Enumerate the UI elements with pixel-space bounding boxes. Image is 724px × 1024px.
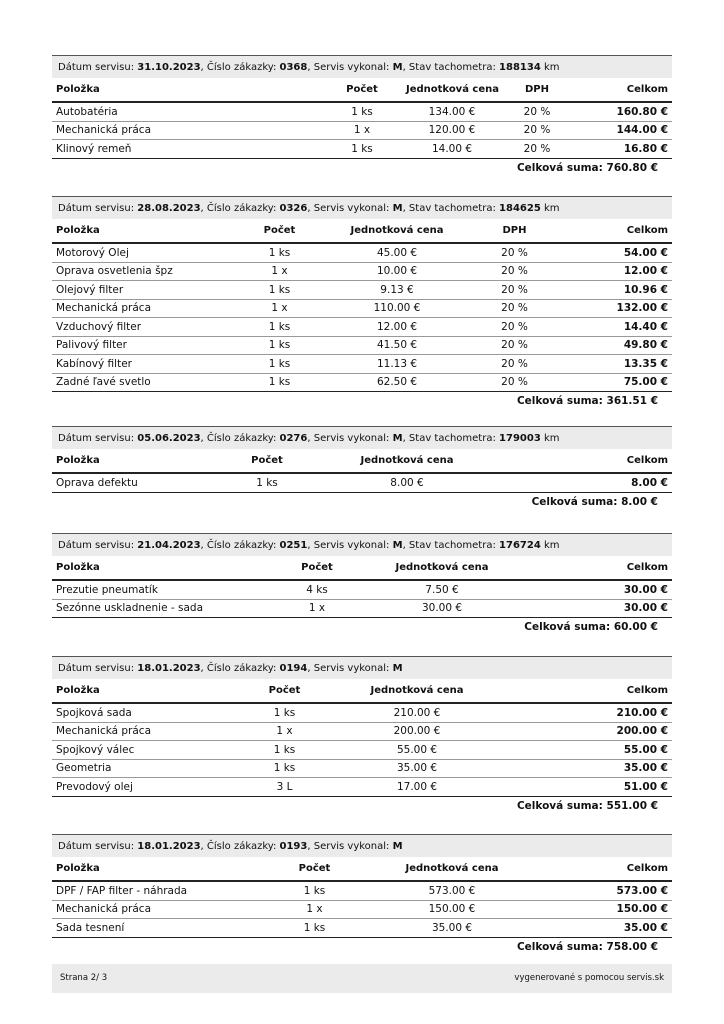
item-qty: 1 x: [322, 121, 402, 140]
item-name: Motorový Olej: [52, 243, 222, 262]
col-qty: Počet: [322, 78, 402, 102]
col-total: Celkom: [527, 857, 672, 881]
by-label: Servis vykonal:: [313, 62, 390, 73]
item-unit-price: 134.00 €: [402, 102, 502, 121]
col-total: Celkom: [492, 679, 672, 703]
item-qty: 1 ks: [222, 281, 337, 300]
item-name: DPF / FAP filter - náhrada: [52, 881, 252, 900]
order-number: 0194: [279, 663, 308, 674]
item-qty: 1 x: [227, 722, 342, 741]
table-header-row: [52, 449, 672, 473]
items-table: [52, 78, 672, 159]
odometer-value: 176724: [499, 540, 541, 551]
item-unit-price: 62.50 €: [337, 373, 457, 392]
col-unit-price: Jednotková cena: [382, 556, 502, 580]
item-total: 55.00 €: [492, 741, 672, 760]
table-row: [52, 473, 672, 492]
item-name: Geometria: [52, 759, 227, 778]
mechanic: M: [392, 62, 403, 73]
item-vat: 20 %: [457, 243, 572, 262]
item-qty: 1 x: [252, 900, 377, 919]
page-footer: [52, 964, 672, 993]
item-unit-price: 55.00 €: [342, 741, 492, 760]
item-name: Mechanická práca: [52, 900, 252, 919]
item-qty: 3 L: [227, 778, 342, 797]
mechanic: M: [392, 433, 403, 444]
item-name: Autobatéria: [52, 102, 322, 121]
item-total: 150.00 €: [527, 900, 672, 919]
item-total: 200.00 €: [492, 722, 672, 741]
item-name: Klinový remeň: [52, 140, 322, 159]
service-record: [52, 426, 672, 511]
col-total: Celkom: [572, 78, 672, 102]
table-row: [52, 281, 672, 300]
item-unit-price: 17.00 €: [342, 778, 492, 797]
odometer-label: Stav tachometra:: [408, 62, 496, 73]
total-label: Celková suma:: [516, 161, 603, 174]
item-unit-price: 8.00 €: [322, 473, 492, 492]
col-vat: DPH: [502, 78, 572, 102]
item-total: 13.35 €: [572, 355, 672, 374]
item-qty: 1 ks: [222, 318, 337, 337]
service-date: 21.04.2023: [137, 540, 201, 551]
table-row: [52, 102, 672, 121]
total-value: 361.51 €: [606, 395, 658, 407]
items-table: [52, 679, 672, 797]
date-label: Dátum servisu:: [58, 841, 135, 852]
item-qty: 1 ks: [227, 759, 342, 778]
by-label: Servis vykonal:: [313, 540, 390, 551]
date-label: Dátum servisu:: [58, 203, 135, 214]
item-name: Sada tesnení: [52, 919, 252, 938]
table-row: [52, 741, 672, 760]
service-date: 05.06.2023: [137, 433, 201, 444]
table-header-row: [52, 679, 672, 703]
item-qty: 1 ks: [222, 373, 337, 392]
item-name: Spojková sada: [52, 703, 227, 722]
item-name: Olejový filter: [52, 281, 222, 300]
item-qty: 1 ks: [322, 140, 402, 159]
item-qty: 1 x: [222, 262, 337, 281]
col-unit-price: Jednotková cena: [322, 449, 492, 473]
item-vat: 20 %: [502, 102, 572, 121]
total-value: 60.00 €: [613, 621, 658, 633]
col-total: Celkom: [502, 556, 672, 580]
item-total: 49.80 €: [572, 336, 672, 355]
item-total: 35.00 €: [527, 919, 672, 938]
total-value: 760.80 €: [606, 161, 658, 174]
item-qty: 1 ks: [322, 102, 402, 121]
order-label: Číslo zákazky:: [206, 663, 277, 674]
table-header-row: [52, 556, 672, 580]
service-record: [52, 834, 672, 956]
item-unit-price: 120.00 €: [402, 121, 502, 140]
item-qty: 1 ks: [212, 473, 322, 492]
item-total: 160.80 €: [572, 102, 672, 121]
odometer-label: Stav tachometra:: [408, 203, 496, 214]
order-label: Číslo zákazky:: [206, 540, 277, 551]
item-qty: 1 ks: [252, 919, 377, 938]
item-unit-price: 12.00 €: [337, 318, 457, 337]
service-date: 18.01.2023: [137, 663, 201, 674]
table-row: [52, 759, 672, 778]
item-total: 51.00 €: [492, 778, 672, 797]
service-header: Dátum servisu: 28.08.2023, Číslo zákazky: 0326, Servis vykonal: M, Stav tachometra: 184625 km: [52, 196, 672, 219]
col-item: Položka: [52, 857, 252, 881]
item-name: Mechanická práca: [52, 299, 222, 318]
item-vat: 20 %: [457, 373, 572, 392]
col-item: Položka: [52, 679, 227, 703]
generator-note: vygenerované s pomocou servis.sk: [514, 973, 664, 983]
km-unit: km: [543, 203, 560, 214]
item-vat: 20 %: [457, 281, 572, 300]
item-unit-price: 41.50 €: [337, 336, 457, 355]
total-value: 8.00 €: [621, 495, 658, 508]
col-item: Položka: [52, 449, 212, 473]
item-vat: 20 %: [457, 262, 572, 281]
table-row: [52, 336, 672, 355]
items-table: [52, 556, 672, 618]
item-unit-price: 45.00 €: [337, 243, 457, 262]
item-total: 132.00 €: [572, 299, 672, 318]
col-item: Položka: [52, 556, 252, 580]
item-qty: 1 ks: [227, 741, 342, 760]
item-name: Mechanická práca: [52, 121, 322, 140]
service-date: 28.08.2023: [137, 203, 201, 214]
item-name: Palivový filter: [52, 336, 222, 355]
service-header: Dátum servisu: 05.06.2023, Číslo zákazky: 0276, Servis vykonal: M, Stav tachometra: 179003 km: [52, 426, 672, 449]
odometer-value: 188134: [499, 62, 541, 73]
order-label: Číslo zákazky:: [206, 433, 277, 444]
odometer-value: 179003: [499, 433, 541, 444]
mechanic: M: [392, 841, 403, 852]
item-total: 35.00 €: [492, 759, 672, 778]
table-row: [52, 243, 672, 262]
item-qty: 1 ks: [222, 336, 337, 355]
col-unit-price: Jednotková cena: [342, 679, 492, 703]
item-qty: 1 ks: [222, 355, 337, 374]
item-unit-price: 11.13 €: [337, 355, 457, 374]
table-row: [52, 703, 672, 722]
items-table: [52, 449, 672, 493]
table-row: [52, 580, 672, 599]
item-unit-price: 9.13 €: [337, 281, 457, 300]
order-number: 0326: [279, 203, 308, 214]
by-label: Servis vykonal:: [313, 433, 390, 444]
item-unit-price: 35.00 €: [377, 919, 527, 938]
col-total: Celkom: [572, 219, 672, 243]
order-number: 0193: [279, 841, 308, 852]
by-label: Servis vykonal:: [313, 841, 390, 852]
col-total: Celkom: [492, 449, 672, 473]
col-qty: Počet: [222, 219, 337, 243]
total-label: Celková suma:: [516, 799, 603, 812]
item-total: 10.96 €: [572, 281, 672, 300]
item-total: 14.40 €: [572, 318, 672, 337]
item-unit-price: 7.50 €: [382, 580, 502, 599]
item-name: Prezutie pneumatík: [52, 580, 252, 599]
service-header: Dátum servisu: 18.01.2023, Číslo zákazky: 0193, Servis vykonal: M: [52, 834, 672, 857]
col-unit-price: Jednotková cena: [377, 857, 527, 881]
item-total: 12.00 €: [572, 262, 672, 281]
col-vat: DPH: [457, 219, 572, 243]
item-vat: 20 %: [502, 140, 572, 159]
item-total: 8.00 €: [492, 473, 672, 492]
item-qty: 1 ks: [222, 243, 337, 262]
table-row: [52, 299, 672, 318]
total-label: Celková suma:: [524, 621, 611, 633]
grand-total: [52, 493, 672, 511]
col-qty: Počet: [252, 556, 382, 580]
item-qty: 1 x: [252, 599, 382, 618]
table-header-row: [52, 219, 672, 243]
date-label: Dátum servisu:: [58, 433, 135, 444]
grand-total: [52, 938, 672, 956]
item-name: Mechanická práca: [52, 722, 227, 741]
grand-total: [52, 392, 672, 410]
col-unit-price: Jednotková cena: [337, 219, 457, 243]
order-label: Číslo zákazky:: [206, 203, 277, 214]
item-name: Oprava osvetlenia špz: [52, 262, 222, 281]
table-row: [52, 919, 672, 938]
order-number: 0276: [279, 433, 308, 444]
item-unit-price: 35.00 €: [342, 759, 492, 778]
table-row: [52, 355, 672, 374]
table-row: [52, 262, 672, 281]
table-row: [52, 722, 672, 741]
item-total: 573.00 €: [527, 881, 672, 900]
order-number: 0368: [279, 62, 308, 73]
service-header: Dátum servisu: 21.04.2023, Číslo zákazky: 0251, Servis vykonal: M, Stav tachometra: 176724 km: [52, 533, 672, 556]
order-label: Číslo zákazky:: [206, 62, 277, 73]
table-row: [52, 318, 672, 337]
service-header: Dátum servisu: 18.01.2023, Číslo zákazky: 0194, Servis vykonal: M: [52, 656, 672, 679]
col-qty: Počet: [212, 449, 322, 473]
item-unit-price: 573.00 €: [377, 881, 527, 900]
item-name: Oprava defektu: [52, 473, 212, 492]
item-vat: 20 %: [502, 121, 572, 140]
item-total: 54.00 €: [572, 243, 672, 262]
date-label: Dátum servisu:: [58, 540, 135, 551]
table-row: [52, 373, 672, 392]
mechanic: M: [392, 203, 403, 214]
table-row: [52, 900, 672, 919]
service-record: [52, 533, 672, 636]
grand-total: [52, 797, 672, 815]
items-table: [52, 219, 672, 392]
mechanic: M: [392, 663, 403, 674]
date-label: Dátum servisu:: [58, 663, 135, 674]
col-item: Položka: [52, 219, 222, 243]
by-label: Servis vykonal:: [313, 203, 390, 214]
item-total: 144.00 €: [572, 121, 672, 140]
item-qty: 1 x: [222, 299, 337, 318]
item-qty: 1 ks: [252, 881, 377, 900]
item-vat: 20 %: [457, 318, 572, 337]
service-date: 31.10.2023: [137, 62, 201, 73]
table-row: [52, 140, 672, 159]
item-total: 30.00 €: [502, 580, 672, 599]
item-name: Kabínový filter: [52, 355, 222, 374]
col-qty: Počet: [227, 679, 342, 703]
item-unit-price: 200.00 €: [342, 722, 492, 741]
grand-total: [52, 159, 672, 177]
col-item: Položka: [52, 78, 322, 102]
date-label: Dátum servisu:: [58, 62, 135, 73]
item-total: 30.00 €: [502, 599, 672, 618]
grand-total: [52, 618, 672, 636]
item-total: 75.00 €: [572, 373, 672, 392]
item-name: Zadné ľavé svetlo: [52, 373, 222, 392]
col-qty: Počet: [252, 857, 377, 881]
table-row: [52, 881, 672, 900]
col-unit-price: Jednotková cena: [402, 78, 502, 102]
item-total: 210.00 €: [492, 703, 672, 722]
odometer-value: 184625: [499, 203, 541, 214]
item-unit-price: 110.00 €: [337, 299, 457, 318]
total-value: 758.00 €: [606, 940, 658, 953]
odometer-label: Stav tachometra:: [408, 540, 496, 551]
by-label: Servis vykonal:: [313, 663, 390, 674]
order-label: Číslo zákazky:: [206, 841, 277, 852]
item-unit-price: 10.00 €: [337, 262, 457, 281]
service-record: [52, 55, 672, 177]
table-header-row: [52, 857, 672, 881]
km-unit: km: [543, 540, 560, 551]
table-row: [52, 121, 672, 140]
mechanic: M: [392, 540, 403, 551]
item-total: 16.80 €: [572, 140, 672, 159]
item-qty: 1 ks: [227, 703, 342, 722]
total-label: Celková suma:: [516, 395, 603, 407]
item-name: Sezónne uskladnenie - sada: [52, 599, 252, 618]
table-row: [52, 778, 672, 797]
total-label: Celková suma:: [516, 940, 603, 953]
item-vat: 20 %: [457, 336, 572, 355]
item-vat: 20 %: [457, 355, 572, 374]
odometer-label: Stav tachometra:: [408, 433, 496, 444]
total-label: Celková suma:: [531, 495, 618, 508]
items-table: [52, 857, 672, 938]
item-unit-price: 14.00 €: [402, 140, 502, 159]
service-date: 18.01.2023: [137, 841, 201, 852]
order-number: 0251: [279, 540, 308, 551]
item-name: Prevodový olej: [52, 778, 227, 797]
table-row: [52, 599, 672, 618]
page-number: Strana 2/ 3: [60, 973, 108, 983]
service-header: Dátum servisu: 31.10.2023, Číslo zákazky: 0368, Servis vykonal: M, Stav tachometra: 188134 km: [52, 55, 672, 78]
item-qty: 4 ks: [252, 580, 382, 599]
service-record: [52, 196, 672, 410]
item-name: Spojkový válec: [52, 741, 227, 760]
item-unit-price: 150.00 €: [377, 900, 527, 919]
km-unit: km: [543, 62, 560, 73]
km-unit: km: [543, 433, 560, 444]
item-unit-price: 210.00 €: [342, 703, 492, 722]
service-record: [52, 656, 672, 815]
item-unit-price: 30.00 €: [382, 599, 502, 618]
item-vat: 20 %: [457, 299, 572, 318]
total-value: 551.00 €: [606, 799, 658, 812]
item-name: Vzduchový filter: [52, 318, 222, 337]
table-header-row: [52, 78, 672, 102]
